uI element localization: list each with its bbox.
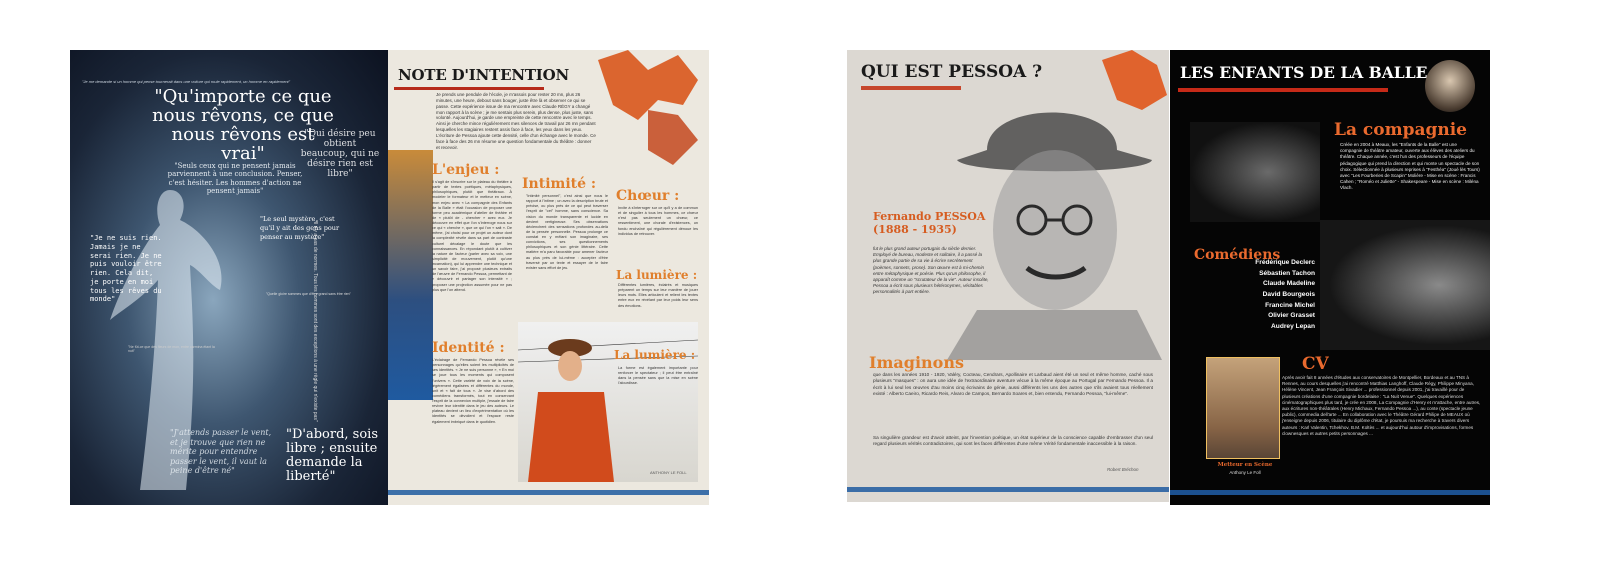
top-quote: "Je me demande si un homme qui pense tournerait dans une voiture qui roule rapidement, un homme en rapidement"	[82, 79, 291, 84]
quote-mystery: "Le seul mystère, c'est qu'il y ait des gens pour penser au mystère"	[260, 215, 340, 241]
text-intimite: "Intimité personnel", c'est ainsi que nous le rapport à l'intime ; un avec la description brute et précise, ou plus près de ce qui peut traverser l'esprit de "cet" homme, sans conscience. Sa vision du monde transparente et lucide en devient vertigineuse. Ses observations déclenchent des sensations profondes au-delà de la pensée personnelle. Pessoa prolonge ce constat en y mêlant son imaginaire, ses convictions, ses questionnements philosophiques et son génie littéraire. Cette matière m'a paru favorable pour amener l'acteur au plus près de lui-même : accepter d'être traversé par un texte et essayer de le faire exister sans effort de jeu.	[526, 194, 608, 270]
cast-list	[1170, 258, 1315, 333]
troupe-photo	[1190, 122, 1320, 222]
title-underline	[861, 86, 961, 90]
body-text: que dans les années 1910 - 1920, Valéry, Cocteau, Cendrars, Apollinaire et Larbaud aient été un seul et même homme, caché sous plusieurs "masques" : on aura une idée de l'extraordinaire aventure vécue à la même époque au Portugal par Fernando Pessoa. Il a écrit à lui seul les œuvres d'au moins cinq écrivains de génie, aussi différents les uns des autres que s'ils avaient tous réellement existé : Alberto Caeiro, Ricardo Reis, Alvaro de Campos, Bernardo Soares et, bien entendu, Fernando Pessoa, "lui-même".	[873, 372, 1153, 397]
qui-est-pessoa-page	[847, 50, 1169, 502]
main-quote: "Qu'importe ce que nous rêvons, ce que nous rêvons est vrai"	[152, 86, 334, 164]
blue-paint-stroke	[388, 490, 709, 495]
vertical-quote: "Il n'y a pas de normes. Tous les hommes sont des exceptions à une règle qui n'existe pas"	[312, 220, 318, 422]
cv-text: Après avoir fait 8 années d'études aux conservatoires de Montpellier, Bordeaux et au TNS à Rennes, au cours desquelles j'ai rencontré Matthias Langhoff, Claude Régy, Philippe Minyana, Hélène Vincent, Jean François Sivadier ... professionnel depuis 2001, j'ai travaillé pour de plusieurs créations d'une compagnie bordelaise : "La Nuit Venue". Quelques expériences cinématographiques plus tard, je crée en 2008, La Compagnie d'Henry et m'attache, entre autres, aux écritures non-théâtrales (Henry Michaux, Fernando Pessoa ...), au conte (spectacle jeune public), commedia dell'arte ... En collaboration avec le Théâtre Gérard Philipe de MEAUX où j'enseigne depuis 2006, titulaire du diplôme d'état, je poursuis ma recherche à travers divers auteurs : Karl Valentin, Tchekhov, B.M. Koltès ... et aujourd'hui autour d'improvisations, formes clownesques et autres petits personnages ...	[1282, 375, 1481, 436]
director-name: Anthony Le Foll	[1229, 470, 1261, 475]
page-title: LES ENFANTS DE LA BALLE	[1180, 63, 1428, 82]
actor-photo	[518, 322, 698, 482]
autumn-leaves-decoration	[588, 50, 709, 170]
note-intention-page	[388, 50, 709, 505]
quote-desire: "Qui désire peu obtient beaucoup, qui ne désire rien est libre"	[300, 129, 380, 179]
page-title: QUI EST PESSOA ?	[861, 62, 1043, 82]
compagnie-text: Créée en 2004 à Meaux, les "Enfants de la Balle" est une compagnie de théâtre amateur, ouverte aux élèves des ateliers du théâtre. Chaque année, c'est l'un des professeurs de l'équipe pédagogique qui prend la direction et qui monte un spectacle de son choix. Sélectionnée à plusieurs reprises à "Festhéa" (Joué lès Tours) avec "Les Fourberies de Scapin" Molière - Mise en scène : Francis Cahen ; "Roméo et Juliette" - Shakespeare - Mise en scène : Miléna Vlach.	[1340, 142, 1480, 191]
blue-paint-stroke	[847, 487, 1169, 492]
author-name	[873, 210, 985, 236]
cast-member: Claude Madeline	[1262, 280, 1315, 288]
author-dates: (1888 - 1935)	[873, 223, 957, 237]
small-quote-1: "Quelle gloire sommes que d'être grand sans être rien"	[266, 292, 351, 296]
cast-member: Sébastien Tachon	[1259, 269, 1315, 277]
quotes-page	[70, 50, 388, 505]
text-lumiere-2: La forme est également importante pour renforcer le spectateur ; il peut être entraîné dans la pensée sans que la mise en scène l'alourdisse.	[618, 366, 698, 386]
heading-imaginons: Imaginons	[869, 353, 964, 372]
body-text-2: Sa singulière grandeur est d'avoir atteint, par l'invention poétique, un état supérieur de la conscience capable d'embrasser d'un seul regard plusieurs vérités contradictoires, qui sont les faces différentes d'une même Vérité fondamentale inaccessible à la raison.	[873, 435, 1153, 447]
heading-lumiere: La lumière :	[614, 348, 696, 362]
text-choeur: Invite à s'interroger sur ce qu'il y a de commun et de singulier à tous les hommes, ce chœur n'est pas seulement un chœur, ce ressentiment, une chorale d'existences, un fondu enchaîné qui régulièrement dénoue les individus de retrouver.	[618, 206, 698, 236]
actress-photo	[1320, 220, 1490, 350]
heading-lumiere-top: La lumière :	[616, 268, 698, 282]
quote-attends: "J'attends passer le vent, et je trouve que rien ne mérite pour entendre passer le vent, il vaut la peine d'être né"	[170, 428, 272, 476]
intro-text: Je prends une pendule de l'école, je m'assois pour rester 20 mn, plus 26 minutes, une heure, debout sans bouger, juste être là et observer ce qui se passe. Cette expérience issue de ma rencontre avec Claude RÉGY a changé mon rapport à la scène ; je me sentais plus serein, plus dense, plus juste, sans volonté. Aujourd'hui, je garde une empreinte de cette rencontre avec le temps. Ainsi je cherche mince régulièrement mes silences de travail par 26 mn pendant lesquelles les stagiaires restent assis face à face, les yeux dans les yeux. L'écriture de Pessoa ajoute cette densité, celle d'un échange avec le monde. Ce face à face des 26 mn résume une question fondamentale du théâtre : donner et recevoir.	[436, 92, 596, 150]
page-title: NOTE D'INTENTION	[398, 66, 569, 84]
heading-choeur: Chœur :	[616, 188, 680, 204]
heading-identite: Identité :	[432, 340, 505, 356]
director-portrait	[1206, 357, 1280, 459]
blue-paint-stroke	[1170, 490, 1490, 495]
heading-enjeu: L'enjeu :	[432, 162, 500, 178]
title-underline	[394, 87, 544, 90]
text-identite: L'éclairage de Fernando Pessoa révèle ses personnages qu'elles soient les multiplicités de ses identités. « Je ne suis personne », « En moi se joue tous les moments qui composent l'univers ». Cette variété de voix de la scène, légèrement égalisées et différentes du monde, unit et « fait de tous ». Je vise d'abord des comédiens transformés, tout en conservant l'esprit de la connexion multiple, j'essaie de faire revivre leur identité dans le jeu des auteurs. Le plateau devient un lieu d'expérimentation où les identités se dévoilent et l'espace reste également imbriqué dans le quotidien.	[432, 358, 514, 424]
heading-cv: CV	[1302, 354, 1329, 374]
cast-member: David Bourgeois	[1262, 291, 1315, 299]
cast-member: Frédérique Declerc	[1255, 259, 1315, 266]
cast-member: Francine Michel	[1265, 301, 1315, 309]
signature: Robert Bréchon	[1107, 467, 1139, 472]
heading-compagnie: La compagnie	[1334, 120, 1467, 140]
author-fullname: Fernando PESSOA	[873, 210, 986, 223]
left-painted-figure	[388, 150, 433, 400]
signature: ANTHONY LE FOLL	[650, 470, 687, 475]
heading-intimite: Intimité :	[522, 176, 597, 192]
author-bio: fut le plus grand auteur portugais du siècle dernier. Employé de bureau, modeste et solitaire, il a passé la plus grande partie de sa vie à écrire secrètement (poèmes, sonnets, prose). Son œuvre est à mi-chemin entre métaphysique et poésie. Plus qu'un philosophe, il apparaît comme un "scrutateur de la vie". Auteur insolite, Pessoa a écrit sous plusieurs hétéronymes, véritables personnalités à part entière.	[873, 246, 989, 295]
les-enfants-page	[1170, 50, 1490, 505]
text-lumiere: Différentes lumières, éclairés et musiques préparent un temps sur leur manière de jouer leurs mots. Elles articulent et relient les textes entre eux en révélant par leur poids leur sens des émotions.	[618, 283, 698, 308]
troupe-photo-small	[1425, 60, 1475, 112]
cast-member: Olivier Grasset	[1268, 312, 1315, 320]
text-enjeu: Il s'agit de s'inscrire sur le plateau du théâtre à partir de textes poétiques, métaphysiques, philosophiques, plutôt que théâtraux. À modeler le formateur et le metteur en scène, mon enjeu avec « La compagnie des Enfants de la Balle » était l'occasion de proposer une forme peu académique d'atelier de théâtre et de « plutôt de - chercher » avec eux. Je découvre en effet que l'on s'interroge nous sur ce qui « cherche », que ce qui l'on « sait ». De même, j'ai choisi pour ce projet un auteur dont la complexité révèle dans sa part de contraste culturel décalage le doute que les connaissances. En répondant plutôt à cultiver la nature de l'acteur (parler avec sa voix, une simplicité de mouvement, plutôt qu'une incarnation), qui lui apprendre une technique et un savoir faire, j'ai proposé plusieurs extraits de l'œuvre de Fernando Pessoa, permettant de « découvrir et partager son intensité » ; proposer une projection assumée pour ne pas plus que l'on attend.	[432, 180, 512, 292]
cast-member: Audrey Lepan	[1271, 323, 1315, 331]
quote-think: "Seuls ceux qui ne pensent jamais parviennent à une conclusion. Penser, c'est hésiter. Les hommes d'action ne pensent jamais"	[167, 162, 303, 196]
quote-rien: "Je ne suis rien. Jamais je ne serai rien. Je ne puis vouloir être rien. Cela dit, je porte en moi tous les rêves du monde"	[90, 234, 162, 304]
small-quote-2: "Ne fût-ce que des fleurs de mon, entre carmina étant la nuit"	[128, 345, 215, 353]
title-underline	[1178, 88, 1388, 92]
heading-metteur: Metteur en Scène	[1217, 462, 1273, 468]
quote-free: "D'abord, sois libre ; ensuite demande la liberté"	[286, 427, 379, 485]
heading-comediens: Comédiens	[1194, 247, 1281, 263]
